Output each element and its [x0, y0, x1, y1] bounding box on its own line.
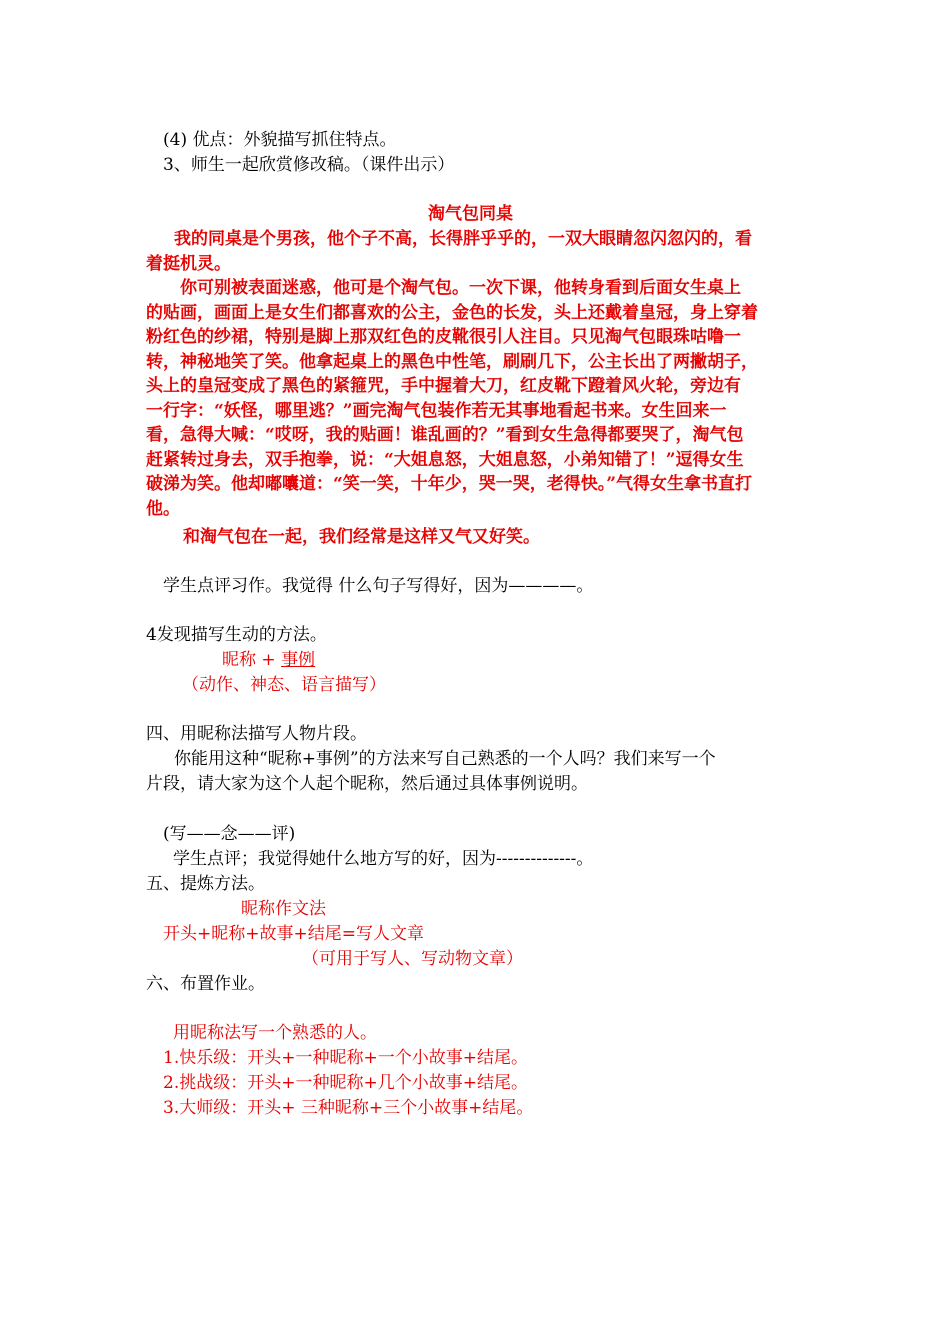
essay-line: 头上的皇冠变成了黑色的紧箍咒，手中握着大刀，红皮靴下蹬着风火轮，旁边有 — [146, 376, 741, 396]
essay-line: 着挺机灵。 — [146, 253, 231, 274]
student-comment-2: 学生点评；我觉得她什么地方写的好，因为--------------。 — [173, 849, 594, 869]
formula-nickname: 昵称 — [222, 650, 256, 670]
essay-line: 我的同桌是个男孩，他个子不高，长得胖乎乎的，一双大眼睛忽闪忽闪的，看 — [174, 229, 752, 249]
essay-line: 粉红色的纱裙，特别是脚上那双红色的皮靴很引人注目。只见淘气包眼珠咕噜一 — [146, 327, 741, 347]
essay-paragraph-1 — [146, 227, 752, 276]
essay-line: 你可别被表面迷惑，他可是个淘气包。一次下课，他转身看到后面女生桌上 — [180, 278, 741, 298]
paragraph-line: 片段，请大家为这个人起个昵称，然后通过具体事例说明。 — [146, 773, 588, 794]
homework-level-1: 1.快乐级：开头+一种昵称+一个小故事+结尾。 — [163, 1048, 528, 1068]
method-note: （可用于写人、写动物文章） — [302, 949, 523, 969]
essay-line: 他。 — [146, 498, 180, 519]
essay-line: 转，神秘地笑了笑。他拿起桌上的黑色中性笔，刷刷几下，公主长出了两撇胡子， — [146, 351, 758, 372]
method-formula-full: 开头+昵称+故事+结尾=写人文章 — [163, 924, 424, 944]
essay-line: 看，急得大喊：“哎呀，我的贴画！谁乱画的？”看到女生急得都要哭了，淘气包 — [146, 425, 744, 445]
step-4-heading: 4发现描写生动的方法。 — [146, 625, 327, 645]
method-title: 昵称作文法 — [241, 899, 326, 919]
formula-plus: + — [256, 650, 282, 670]
formula-example: 事例 — [281, 650, 316, 670]
homework-level-3: 3.大师级：开头+ 三种昵称+三个小故事+结尾。 — [163, 1098, 534, 1118]
paragraph-line: 你能用这种“昵称+事例”的方法来写自己熟悉的一个人吗？我们来写一个 — [174, 749, 716, 769]
student-comment-1: 学生点评习作。我觉得 什么句子写得好，因为————。 — [163, 576, 594, 596]
homework-level-2: 2.挑战级：开头+一种昵称+几个小故事+结尾。 — [163, 1073, 528, 1093]
essay-paragraph-2 — [146, 276, 758, 521]
essay-line: 破涕为笑。他却嘟囔道：“笑一笑，十年少，哭一哭，老得快。”气得女生拿书直打 — [146, 474, 753, 494]
essay-line: 赶紧转过身去，双手抱拳，说：“大姐息怒，大姐息怒，小弟知错了！”逗得女生 — [146, 449, 744, 470]
essay-title: 淘气包同桌 — [428, 204, 513, 224]
section-five-heading: 五、提炼方法。 — [146, 874, 265, 894]
homework-title: 用昵称法写一个熟悉的人。 — [173, 1023, 377, 1043]
section-four-heading: 四、用昵称法描写人物片段。 — [146, 724, 367, 744]
section-four-paragraph — [146, 747, 716, 796]
section-six-heading: 六、布置作业。 — [146, 974, 265, 994]
essay-line: 的贴画，画面上是女生们都喜欢的公主，金色的长发，头上还戴着皇冠，身上穿着 — [146, 302, 758, 323]
method-formula — [222, 648, 315, 672]
essay-line: 一行字：“妖怪，哪里逃？”画完淘气包装作若无其事地看起书来。女生回来一 — [146, 400, 727, 421]
write-steps: (写——念——评) — [163, 824, 296, 844]
essay-paragraph-3: 和淘气包在一起，我们经常是这样又气又好笑。 — [183, 527, 540, 547]
formula-note: （动作、神态、语言描写） — [182, 675, 386, 695]
point-4-advantage: (4) 优点：外貌描写抓住特点。 — [163, 130, 397, 150]
step-3-heading: 3、师生一起欣赏修改稿。（课件出示） — [163, 155, 455, 175]
